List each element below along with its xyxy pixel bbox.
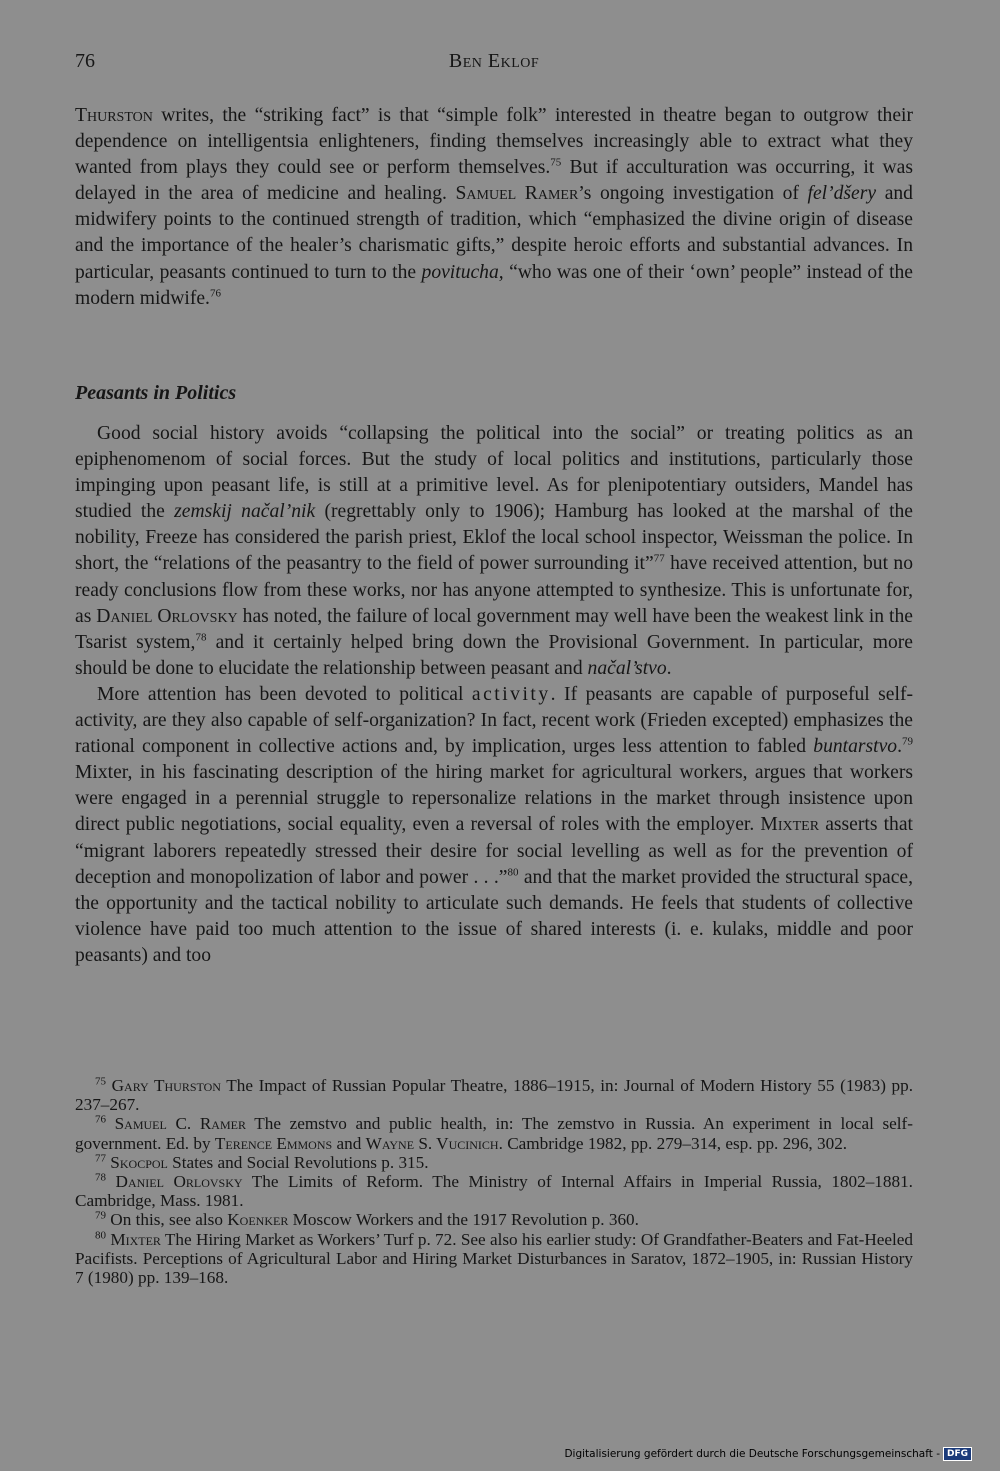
footnote-ref: 77 bbox=[653, 552, 665, 565]
footnote-79 bbox=[75, 1210, 913, 1229]
section-heading: Peasants in Politics bbox=[75, 382, 237, 404]
footnote-text: . Cambridge 1982, pp. 279–314, esp. pp. 296, 302. bbox=[498, 1133, 848, 1153]
running-head: Ben Eklof bbox=[448, 50, 540, 72]
footnote-text: The zemstvo and public health, in: The zemstvo in Russia. An experiment in local self-government. Ed. by bbox=[75, 1114, 914, 1153]
footnote-number: 75 bbox=[95, 1075, 106, 1088]
author-name: Daniel Orlovsky bbox=[96, 605, 238, 627]
footnote-number: 76 bbox=[95, 1113, 106, 1126]
footnote-75 bbox=[75, 1076, 913, 1114]
text-run: . bbox=[897, 736, 902, 758]
credit-text: Digitalisierung gefördert durch die Deutsche Forschungsgemeinschaft - bbox=[564, 1448, 940, 1460]
paragraph-3 bbox=[75, 682, 913, 969]
text-run: ’s ongoing investigation of bbox=[578, 183, 808, 205]
author-name: Daniel Orlovsky bbox=[115, 1172, 243, 1192]
dfg-logo-icon: DFG bbox=[943, 1447, 972, 1461]
text-run: and it certainly helped bring down the Provisional Government. In particular, more should be done to elucidate the relationship between peasant and bbox=[75, 631, 913, 679]
text-run: Mixter, in his fascinating description of the hiring market for agricultural workers, argues that workers were engaged in a perennial struggle to repersonalize relations in the market through insistence upon direct public negotiations, social equality, even a reversal of roles with the employer. bbox=[75, 762, 913, 836]
footnote-number: 80 bbox=[95, 1228, 106, 1241]
footnote-ref: 75 bbox=[550, 156, 562, 169]
author-name: Gary Thurston bbox=[111, 1076, 221, 1095]
text-run: writes, the “striking fact” is that “simple folk” interested in theatre began to outgrow their dependence on intelligentsia enlighteners, finding themselves increasingly able to extract what they wanted from plays they could see or perform themselves. bbox=[75, 105, 913, 179]
footnote-ref: 79 bbox=[902, 735, 913, 748]
footnote-number: 77 bbox=[95, 1152, 106, 1165]
body-text-top bbox=[75, 103, 913, 312]
footnote-number: 79 bbox=[95, 1209, 106, 1222]
author-name: Skocpol bbox=[110, 1152, 168, 1172]
footnote-text: States and Social Revolutions p. 315. bbox=[167, 1152, 429, 1172]
footnote-number: 78 bbox=[95, 1171, 106, 1184]
footnote-78 bbox=[75, 1172, 913, 1210]
italic-term: načal’stvo bbox=[587, 657, 667, 679]
footnote-text: On this, see also bbox=[110, 1210, 228, 1230]
footnote-ref: 80 bbox=[507, 866, 519, 879]
text-run: (regrettably only to 1906); Hamburg has looked at the marshal of the nobility, Freeze has considered the parish priest, Eklof the local school inspector, Weissman the police. In short, the “relations of the peasantry to the field of power surrounding it” bbox=[75, 501, 914, 575]
text-run: . If peasants are capable of purposeful self-activity, are they also capable of self-organization? In fact, recent work (Frieden excepted) emphasizes the rational component in collective actions and, by implication, urges less attention to fabled bbox=[75, 683, 913, 758]
author-name: Terence Emmons bbox=[214, 1133, 333, 1153]
author-name: Mixter bbox=[110, 1229, 161, 1249]
body-text-section bbox=[75, 421, 913, 969]
author-name: Mixter bbox=[760, 814, 820, 836]
footnote-text: Moscow Workers and the 1917 Revolution p. 360. bbox=[288, 1210, 639, 1230]
paragraph-1 bbox=[75, 103, 913, 312]
text-run: asserts that “migrant laborers repeatedly stressed their desire for social levelling as well as for the prevention of deception and monopolization of labor and power . . .” bbox=[75, 814, 913, 888]
digitization-credit bbox=[564, 1445, 972, 1463]
footnote-text: The Hiring Market as Workers’ Turf p. 72. See also his earlier study: Of Grandfather-Beaters and Fat-Heeled Pacifists. Perceptions of Agricultural Labor and Hiring Market Disturbances in Saratov, 1872–1905, in: Russian History 7 (1980) pp. 139–168. bbox=[75, 1229, 913, 1288]
spaced-emphasis: activity bbox=[471, 683, 551, 705]
author-name: Samuel C. Ramer bbox=[114, 1114, 246, 1134]
italic-term: povitucha, bbox=[421, 261, 504, 283]
footnote-text: and bbox=[332, 1133, 366, 1153]
paragraph-2 bbox=[75, 421, 913, 682]
footnote-text: The Limits of Reform. The Ministry of Internal Affairs in Imperial Russia, 1802–1881. Cambridge, Mass. 1981. bbox=[75, 1172, 913, 1211]
author-name: Wayne S. Vucinich bbox=[365, 1133, 499, 1153]
author-name: Samuel Ramer bbox=[455, 183, 579, 205]
footnotes bbox=[75, 1076, 913, 1287]
footnote-ref: 78 bbox=[195, 631, 207, 644]
footnote-80 bbox=[75, 1230, 913, 1288]
author-name: Koenker bbox=[227, 1210, 289, 1230]
italic-term: zemskij načal’nik bbox=[174, 501, 316, 523]
page-number: 76 bbox=[75, 50, 95, 72]
footnote-ref: 76 bbox=[209, 287, 221, 300]
text-run: and midwifery points to the continued strength of tradition, which “emphasized the divine origin of disease and the importance of the healer’s charismatic gifts,” despite heroic efforts and substantial advances. In particular, peasants continued to turn to the bbox=[75, 183, 913, 283]
author-name: Thurston bbox=[75, 105, 153, 126]
text-run: “who was one of their ‘own’ people” instead of the modern midwife. bbox=[75, 261, 914, 309]
text-run: have received attention, but no ready conclusions flow from these works, nor has anyone attempted to synthesize. This is unfortunate for, as bbox=[75, 553, 913, 627]
italic-term: fel’dšery bbox=[807, 183, 877, 205]
footnote-text: The Impact of Russian Popular Theatre, 1886–1915, in: Journal of Modern History 55 (1983) pp. 237–267. bbox=[75, 1076, 914, 1115]
footnote-77 bbox=[75, 1153, 913, 1172]
text-run: Good social history avoids “collapsing the political into the social” or treating politics as an epiphenomenom of social forces. But the study of local politics and institutions, particularly those impinging upon peasant life, is still at a primitive level. As for plenipotentiary outsiders, Mandel has studied the bbox=[75, 423, 913, 523]
text-run: has noted, the failure of local government may well have been the weakest link in the Tsarist system, bbox=[75, 605, 913, 653]
text-run: More attention has been devoted to political bbox=[97, 683, 472, 705]
text-run: and that the market provided the structural space, the opportunity and the tactical nobility to articulate such demands. He feels that students of collective violence have paid too much attention to the issue of shared interests (i. e. kulaks, middle and poor peasants) and too bbox=[75, 866, 914, 966]
italic-term: buntarstvo bbox=[813, 736, 898, 758]
text-run: But if acculturation was occurring, it was delayed in the area of medicine and healing. bbox=[75, 157, 913, 205]
footnote-76 bbox=[75, 1114, 913, 1152]
page-header bbox=[75, 50, 913, 76]
text-run: . bbox=[666, 657, 672, 679]
